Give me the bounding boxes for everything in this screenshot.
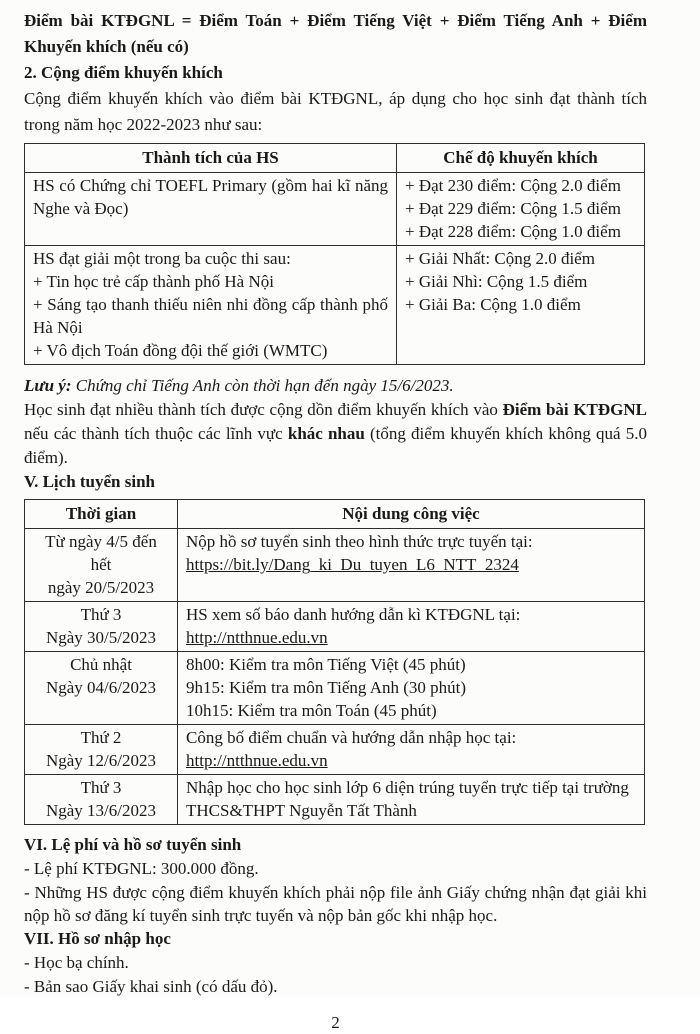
policy-line: + Đạt 230 điểm: Cộng 2.0 điểm xyxy=(405,176,621,195)
content-cell xyxy=(178,652,645,725)
time-cell xyxy=(25,775,178,825)
note-label: Lưu ý: xyxy=(24,376,72,395)
fee-item: - Lệ phí KTĐGNL: 300.000 đồng. xyxy=(24,859,259,878)
cumulative-paragraph xyxy=(24,398,647,470)
dossier-item: - Bản sao Giấy khai sinh (có dấu đỏ). xyxy=(24,977,278,996)
schedule-col-time-header: Thời gian xyxy=(25,500,178,529)
time-line: Thứ 3 xyxy=(80,778,122,797)
content-line: 10h15: Kiểm tra môn Toán (45 phút) xyxy=(186,701,437,720)
note-paragraph xyxy=(24,374,647,398)
fee-item: - Những HS được cộng điểm khuyến khích phải nộp file ảnh Giấy chứng nhận đạt giải khi nộp hồ sơ đăng kí tuyển sinh trực tuyến và nộp bản gốc khi nhập học. xyxy=(24,883,647,925)
schedule-col-content-header: Nội dung công việc xyxy=(178,500,645,529)
time-line: Chủ nhật xyxy=(70,655,132,674)
time-line: Thứ 2 xyxy=(80,728,122,747)
bonus-table xyxy=(24,143,645,365)
section-2-heading: 2. Cộng điểm khuyến khích xyxy=(24,63,223,82)
bonus-col-policy-header: Chế độ khuyến khích xyxy=(397,144,645,173)
time-cell xyxy=(25,725,178,775)
page-number: 2 xyxy=(331,1013,340,1032)
content-line: Nộp hồ sơ tuyển sinh theo hình thức trực tuyến tại: xyxy=(186,532,533,551)
achievement-cell xyxy=(25,246,397,365)
content-cell xyxy=(178,725,645,775)
registration-link[interactable]: https://bit.ly/Dang_ki_Du_tuyen_L6_NTT_2324 xyxy=(186,555,519,574)
dossier-item: - Học bạ chính. xyxy=(24,953,129,972)
achievement-cell xyxy=(25,173,397,246)
policy-line: + Đạt 228 điểm: Cộng 1.0 điểm xyxy=(405,222,621,241)
time-cell xyxy=(25,529,178,602)
policy-cell xyxy=(397,173,645,246)
policy-line: + Giải Ba: Cộng 1.0 điểm xyxy=(405,295,581,314)
cumulative-bold-khac-nhau: khác nhau xyxy=(287,424,365,443)
table-row xyxy=(25,652,645,725)
cumulative-text: nếu các thành tích thuộc các lĩnh vực xyxy=(24,424,288,443)
achievement-text: + Vô địch Toán đồng đội thế giới (WMTC) xyxy=(33,341,328,360)
section-5-heading: V. Lịch tuyển sinh xyxy=(24,472,156,491)
formula-paragraph: Điểm bài KTĐGNL = Điểm Toán + Điểm Tiếng Việt + Điểm Tiếng Anh + Điểm Khuyến khích (nếu có) xyxy=(24,11,647,56)
table-row xyxy=(25,246,645,365)
content-line: 8h00: Kiểm tra môn Tiếng Việt (45 phút) xyxy=(186,655,466,674)
time-line: Ngày 30/5/2023 xyxy=(45,628,157,647)
content-line: HS xem số báo danh hướng dẫn kì KTĐGNL tại: xyxy=(186,605,521,624)
section-6-heading: VI. Lệ phí và hồ sơ tuyển sinh xyxy=(24,835,242,854)
content-cell xyxy=(178,529,645,602)
content-line: Nhập học cho học sinh lớp 6 diện trúng tuyển trực tiếp tại trường THCS&THPT Nguyễn Tất Thành xyxy=(186,778,629,820)
cumulative-text: Học sinh đạt nhiều thành tích được cộng dồn điểm khuyến khích vào xyxy=(24,400,503,419)
table-row xyxy=(25,725,645,775)
achievement-text: HS có Chứng chỉ TOEFL Primary (gồm hai kĩ năng Nghe và Đọc) xyxy=(33,176,388,218)
school-website-link[interactable]: http://ntthnue.edu.vn xyxy=(186,751,328,770)
table-row xyxy=(25,529,645,602)
time-cell xyxy=(25,602,178,652)
time-cell xyxy=(25,652,178,725)
section-7-heading: VII. Hồ sơ nhập học xyxy=(24,929,171,948)
content-cell xyxy=(178,775,645,825)
schedule-table-header-row xyxy=(25,500,645,529)
achievement-text: + Tin học trẻ cấp thành phố Hà Nội xyxy=(33,272,274,291)
achievement-text: HS đạt giải một trong ba cuộc thi sau: xyxy=(33,249,291,268)
table-row xyxy=(25,775,645,825)
schedule-table xyxy=(24,499,645,825)
content-cell xyxy=(178,602,645,652)
content-line: Công bố điểm chuẩn và hướng dẫn nhập học tại: xyxy=(186,728,517,747)
time-line: Ngày 04/6/2023 xyxy=(45,678,157,697)
cumulative-bold-ktdgnl: Điểm bài KTĐGNL xyxy=(502,400,648,419)
table-row xyxy=(25,173,645,246)
time-line: Từ ngày 4/5 đến hết xyxy=(45,532,157,574)
time-line: Ngày 12/6/2023 xyxy=(45,751,157,770)
policy-line: + Đạt 229 điểm: Cộng 1.5 điểm xyxy=(405,199,621,218)
bonus-table-header-row xyxy=(25,144,645,173)
content-line: 9h15: Kiểm tra môn Tiếng Anh (30 phút) xyxy=(186,678,467,697)
time-line: Thứ 3 xyxy=(80,605,122,624)
table-row xyxy=(25,602,645,652)
achievement-text: + Sáng tạo thanh thiếu niên nhi đồng cấp thành phố Hà Nội xyxy=(33,295,388,337)
school-website-link[interactable]: http://ntthnue.edu.vn xyxy=(186,628,328,647)
time-line: Ngày 13/6/2023 xyxy=(45,801,157,820)
note-text: Chứng chỉ Tiếng Anh còn thời hạn đến ngày 15/6/2023. xyxy=(71,376,454,395)
cumulative-text: (tổng điểm khuyến khích không quá 5.0 điểm). xyxy=(24,424,647,467)
policy-cell xyxy=(397,246,645,365)
time-line: ngày 20/5/2023 xyxy=(47,578,155,597)
policy-line: + Giải Nhất: Cộng 2.0 điểm xyxy=(405,249,595,268)
policy-line: + Giải Nhì: Cộng 1.5 điểm xyxy=(405,272,588,291)
bonus-intro-paragraph: Cộng điểm khuyến khích vào điểm bài KTĐGNL, áp dụng cho học sinh đạt thành tích trong năm học 2022-2023 như sau: xyxy=(24,89,647,134)
bonus-col-achievement-header: Thành tích của HS xyxy=(25,144,397,173)
